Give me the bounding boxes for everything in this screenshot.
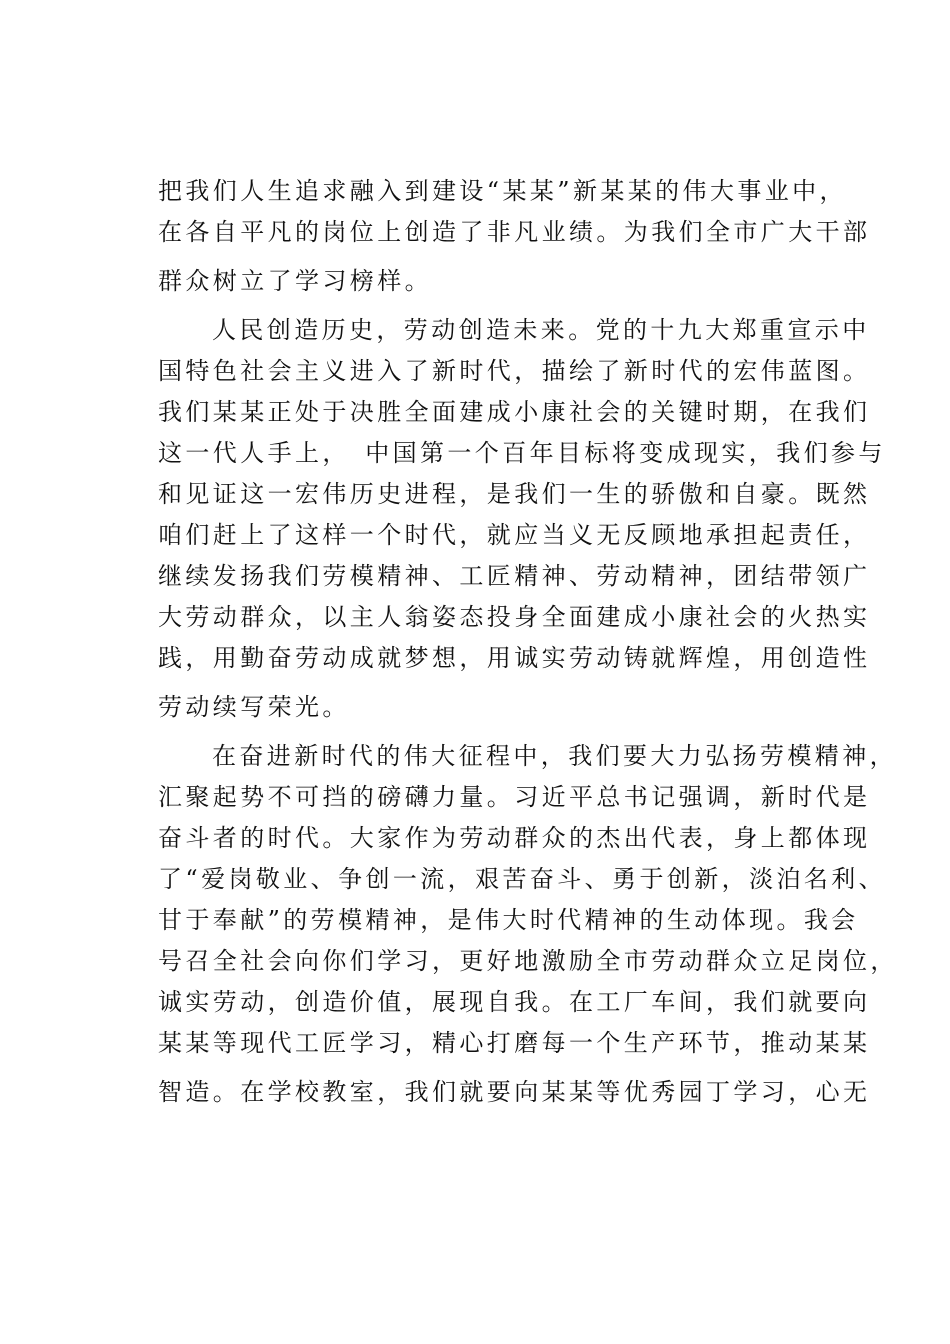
text-line: 践，用勤奋劳动成就梦想，用诚实劳动铸就辉煌，用创造性 (158, 644, 871, 672)
text-line: 了“爱岗敬业、争创一流，艰苦奋斗、勇于创新，淡泊名利、 (158, 865, 887, 893)
paragraph-first-line: 人民创造历史，劳动创造未来。党的十九大郑重宣示中 (212, 316, 870, 344)
paragraph-first-line: 在奋进新时代的伟大征程中，我们要大力弘扬劳模精神， (212, 742, 897, 770)
text-line: 在各自平凡的岗位上创造了非凡业绩。为我们全市广大干部 (158, 218, 871, 246)
text-line: 继续发扬我们劳模精神、工匠精神、劳动精神，团结带领广 (158, 562, 871, 590)
text-line: 这一代人手上， 中国第一个百年目标将变成现实，我们参与 (158, 439, 886, 467)
text-line: 把我们人生追求融入到建设“某某”新某某的伟大事业中， (158, 177, 847, 205)
text-line: 诚实劳动，创造价值，展现自我。在工厂车间，我们就要向 (158, 988, 871, 1016)
text-line: 和见证这一宏伟历史进程，是我们一生的骄傲和自豪。既然 (158, 480, 871, 508)
text-line: 号召全社会向你们学习，更好地激励全市劳动群众立足岗位， (158, 947, 898, 975)
text-line: 汇聚起势不可挡的磅礴力量。习近平总书记强调，新时代是 (158, 783, 871, 811)
text-line: 群众树立了学习榜样。 (158, 267, 432, 295)
text-line: 劳动续写荣光。 (158, 693, 350, 721)
text-line: 某某等现代工匠学习，精心打磨每一个生产环节，推动某某 (158, 1029, 871, 1057)
body-text (158, 171, 898, 1113)
text-line: 智造。在学校教室，我们就要向某某等优秀园丁学习，心无 (158, 1078, 871, 1106)
text-line: 奋斗者的时代。大家作为劳动群众的杰出代表，身上都体现 (158, 824, 871, 852)
text-line: 咱们赶上了这样一个时代，就应当义无反顾地承担起责任， (158, 521, 871, 549)
text-line: 我们某某正处于决胜全面建成小康社会的关键时期，在我们 (158, 398, 871, 426)
text-line: 国特色社会主义进入了新时代，描绘了新时代的宏伟蓝图。 (158, 357, 871, 385)
text-line: 甘于奉献”的劳模精神，是伟大时代精神的生动体现。我会 (158, 906, 859, 934)
text-line: 大劳动群众，以主人翁姿态投身全面建成小康社会的火热实 (158, 603, 871, 631)
